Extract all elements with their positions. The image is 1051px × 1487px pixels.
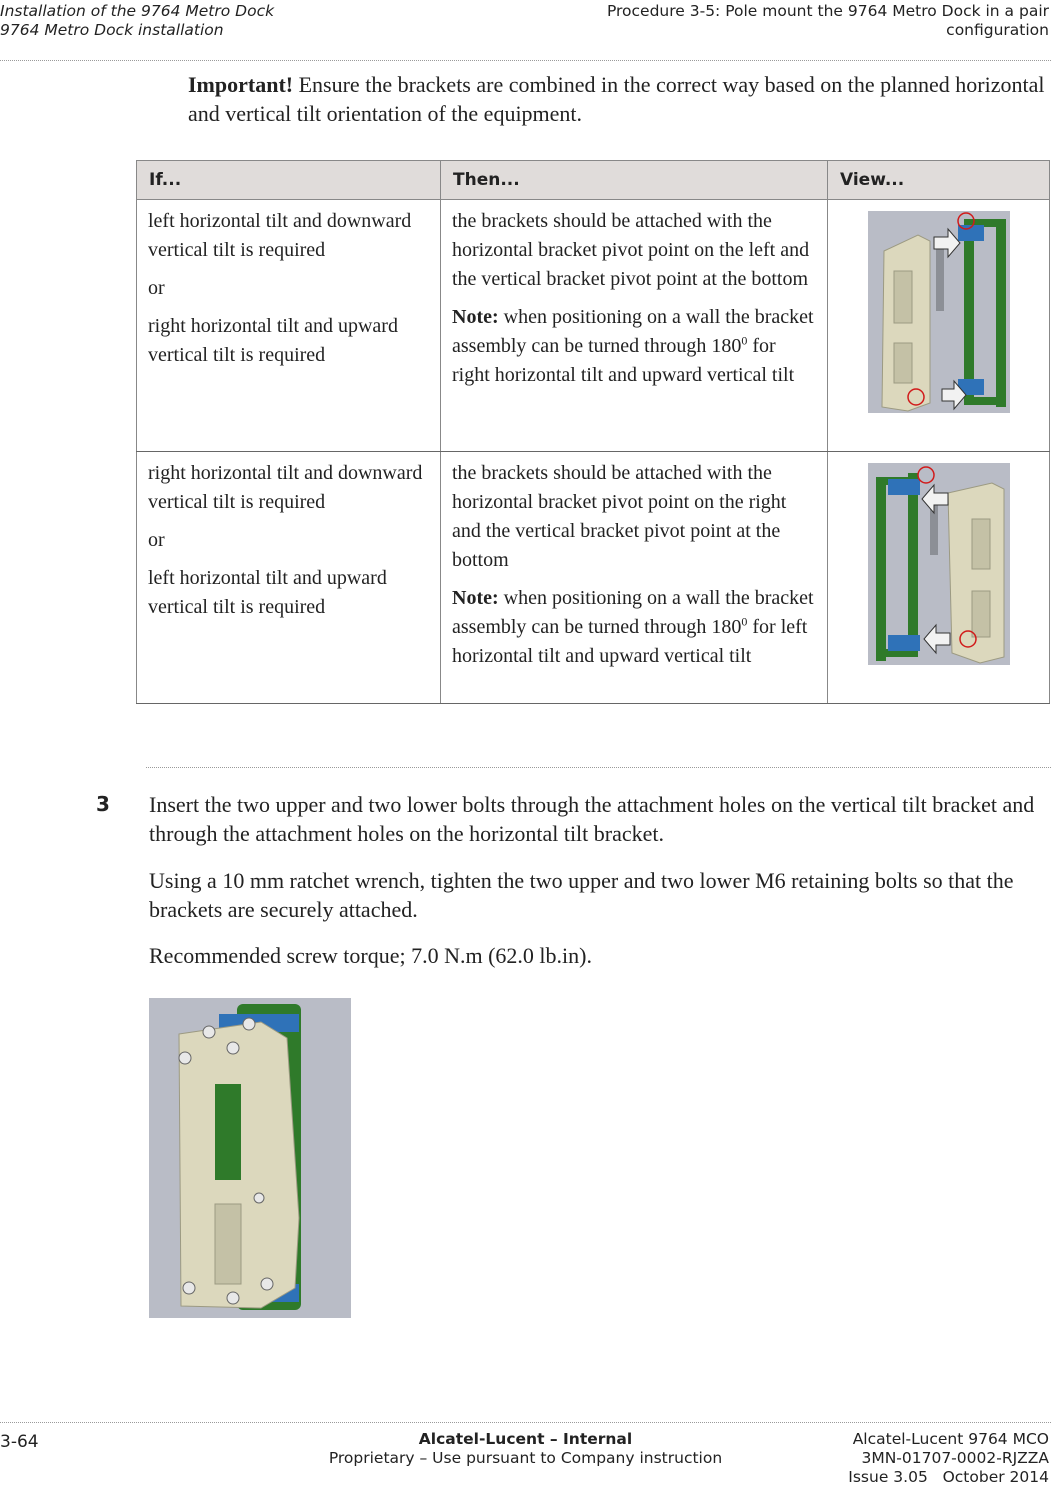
view-cell [828, 200, 1050, 452]
important-label: Important! [188, 72, 294, 97]
step-instruction: Insert the two upper and two lower bolts through the attachment holes on the vertical tilt bracket and through the attachment holes on the horizontal tilt bracket. [149, 792, 1035, 846]
note-label: Note: [452, 306, 499, 328]
footer-product: Alcatel-Lucent 9764 MCO [852, 1430, 1049, 1448]
header-divider [0, 60, 1051, 61]
step-torque-value: Recommended screw torque; 7.0 N.m (62.0 lb.in). [149, 943, 592, 968]
header-section: 9764 Metro Dock installation [0, 21, 224, 39]
note-label: Note: [452, 587, 499, 609]
important-note [188, 70, 1050, 128]
bracket-assembly-right-pivot-image [868, 463, 1010, 665]
if-or: or [148, 277, 165, 299]
column-header-if: If... [137, 161, 441, 200]
note-text-end: for right horizontal tilt and upward vertical tilt [452, 335, 795, 386]
footer-issue: Issue 3.05 October 2014 [848, 1468, 1049, 1486]
table-row [137, 200, 1050, 452]
degree-superscript: 0 [741, 614, 748, 629]
header-procedure-cont: configuration [946, 21, 1049, 39]
assembled-brackets-image [149, 998, 351, 1318]
footer-proprietary: Proprietary – Use pursuant to Company instruction [328, 1449, 723, 1467]
degree-superscript: 0 [741, 333, 748, 348]
column-header-view: View... [828, 161, 1050, 200]
note-text: when positioning on a wall the bracket assembly can be turned through 180 [452, 587, 814, 638]
then-text: the brackets should be attached with the horizontal bracket pivot point on the right and the vertical bracket pivot point at the bottom [452, 462, 787, 571]
column-header-then: Then... [441, 161, 828, 200]
table-header-row [137, 161, 1050, 200]
note-text-end: for left horizontal tilt and upward vertical tilt [452, 616, 808, 667]
if-condition-a: right horizontal tilt and downward vertical tilt is required [148, 462, 423, 513]
step-number: 3 [96, 792, 110, 816]
if-cell [137, 452, 441, 704]
footer-right [848, 1430, 1049, 1487]
footer-doc-number: 3MN-01707-0002-RJZZA [861, 1449, 1049, 1467]
note-text: when positioning on a wall the bracket assembly can be turned through 180 [452, 306, 814, 357]
if-cell [137, 200, 441, 452]
page-number: 3-64 [0, 1432, 39, 1452]
header-chapter: Installation of the 9764 Metro Dock [0, 2, 275, 20]
table-row [137, 452, 1050, 704]
view-cell [828, 452, 1050, 704]
bracket-assembly-left-pivot-image [868, 211, 1010, 413]
header-procedure: Procedure 3-5: Pole mount the 9764 Metro Dock in a pair [606, 2, 1049, 20]
important-text: Ensure the brackets are combined in the correct way based on the planned horizontal and vertical tilt orientation of the equipment. [188, 72, 1045, 126]
note [452, 584, 817, 671]
if-condition-a: left horizontal tilt and downward vertical tilt is required [148, 210, 412, 261]
note [452, 303, 817, 390]
step-instruction-torque-tool: Using a 10 mm ratchet wrench, tighten the two upper and two lower M6 retaining bolts so that the brackets are securely attached. [149, 868, 1014, 922]
if-or: or [148, 529, 165, 551]
footer-classification: Alcatel-Lucent – Internal [418, 1430, 633, 1448]
if-condition-b: right horizontal tilt and upward vertical tilt is required [148, 315, 398, 366]
footer-divider [0, 1422, 1051, 1423]
step-divider [146, 767, 1051, 768]
running-header-left [0, 2, 274, 40]
if-condition-b: left horizontal tilt and upward vertical tilt is required [148, 567, 387, 618]
tilt-orientation-table [136, 160, 1050, 704]
running-header-right [607, 2, 1049, 40]
then-cell [441, 200, 828, 452]
then-text: the brackets should be attached with the horizontal bracket pivot point on the left and the vertical bracket pivot point at the bottom [452, 210, 810, 290]
then-cell [441, 452, 828, 704]
